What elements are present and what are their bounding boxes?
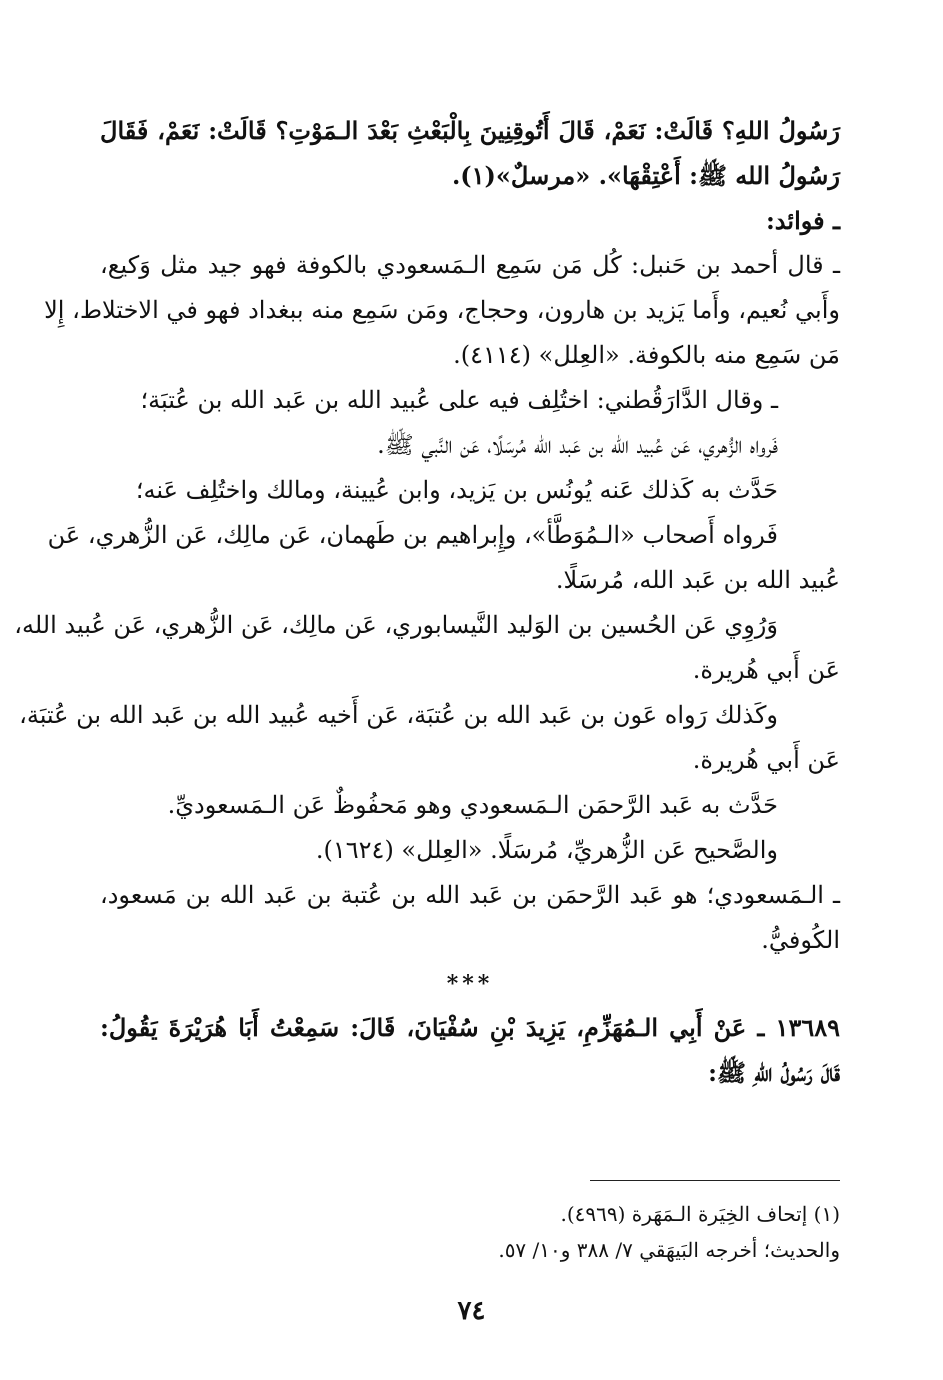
text-line: الكُوفيُّ.	[761, 926, 840, 954]
text-line: قَالَ رَسُولُ اللهِ ﷺ:	[708, 1058, 840, 1087]
section-separator: ***	[446, 971, 494, 997]
section-heading: ـ فوائد:	[765, 206, 840, 235]
text-line: رَسُولُ الله ﷺ: أَعْتِقْهَا». «مرسلٌ»(١).	[451, 161, 840, 190]
footnote-line: (١) إتحاف الخِيَرة الـمَهَرة (٤٩٦٩).	[560, 1202, 840, 1226]
hadith-heading: ١٣٦٨٩ ـ عَنْ أَبِي الـمُهَزِّمِ، يَزِيدَ بْنِ سُفْيَانَ، قَالَ: سَمِعْتُ أَبَا هُرَيْرَةَ يَقُولُ:	[100, 1013, 840, 1042]
text-line: ـ وقال الدَّارَقُطني: اختُلِف فيه على عُبيد الله بن عَبد الله بن عُتبَة؛	[140, 386, 778, 414]
text-line: وأَبي نُعيم، وأَما يَزيد بن هارون، وحجاج، ومَن سَمِع منه ببغداد فهو في الاختلاط، إِلا	[44, 296, 840, 324]
text-line: وكَذلك رَواه عَون بن عَبد الله بن عُتبَة، عَن أَخيه عُبيد الله بن عَبد الله بن عُتبَة،	[19, 701, 778, 729]
text-line: ـ قال أحمد بن حَنبل: كُل مَن سَمِع الـمَسعودي بالكوفة فهو جيد مثل وَكيع،	[100, 251, 840, 279]
footnotes	[100, 1196, 840, 1268]
text-line: حَدَّث به عَبد الرَّحمَن الـمَسعودي وهو مَحفُوظٌ عَن الـمَسعوديِّ.	[167, 791, 778, 819]
text-line: ـ الـمَسعودي؛ هو عَبد الرَّحمَن بن عَبد الله بن عُتبة بن عَبد الله بن مَسعود،	[100, 881, 840, 909]
text-line: وَرُوِي عَن الحُسين بن الوَليد النَّيسابوري، عَن مالِك، عَن الزُّهري، عَن عُبيد الله،	[14, 611, 778, 639]
text-line: فَرواه الزُّهري، عَن عُبيد الله بن عَبد الله مُرسَلًا، عَن النَّبي ﷺ.	[377, 431, 778, 459]
page-number: ٧٤	[457, 1296, 486, 1326]
text-line: حَدَّث به كَذلك عَنه يُونُس بن يَزيد، وابن عُيينة، ومالك واختُلِف عَنه؛	[135, 476, 778, 504]
text-line: عُبيد الله بن عَبد الله، مُرسَلًا.	[555, 566, 840, 594]
footnote-line: والحديث؛ أخرجه البَيهَقي ٧/ ٣٨٨ و١٠/ ٥٧.	[498, 1238, 840, 1262]
text-line: عَن أَبي هُريرة.	[692, 746, 840, 774]
text-line: عَن أَبي هُريرة.	[692, 656, 840, 684]
text-line: مَن سَمِع منه بالكوفة. «العِلل» (٤١١٤).	[453, 341, 840, 369]
text-line: فَرواه أَصحاب «الـمُوَطَّأ»، وإِبراهيم بن طَهمان، عَن مالِك، عَن الزُّهري، عَن	[47, 521, 778, 549]
page-body	[14, 108, 840, 1095]
footnote-divider	[590, 1180, 840, 1181]
text-line: والصَّحيح عَن الزُّهريِّ، مُرسَلًا. «العِلل» (١٦٢٤).	[315, 836, 778, 864]
text-line: رَسُولُ اللهِ؟ قَالَتْ: نَعَمْ، قَالَ أَتُوقِنِينَ بِالْبَعْثِ بَعْدَ الـمَوْتِ؟ قَالَتْ: نَعَمْ، فَقَالَ	[100, 116, 840, 145]
